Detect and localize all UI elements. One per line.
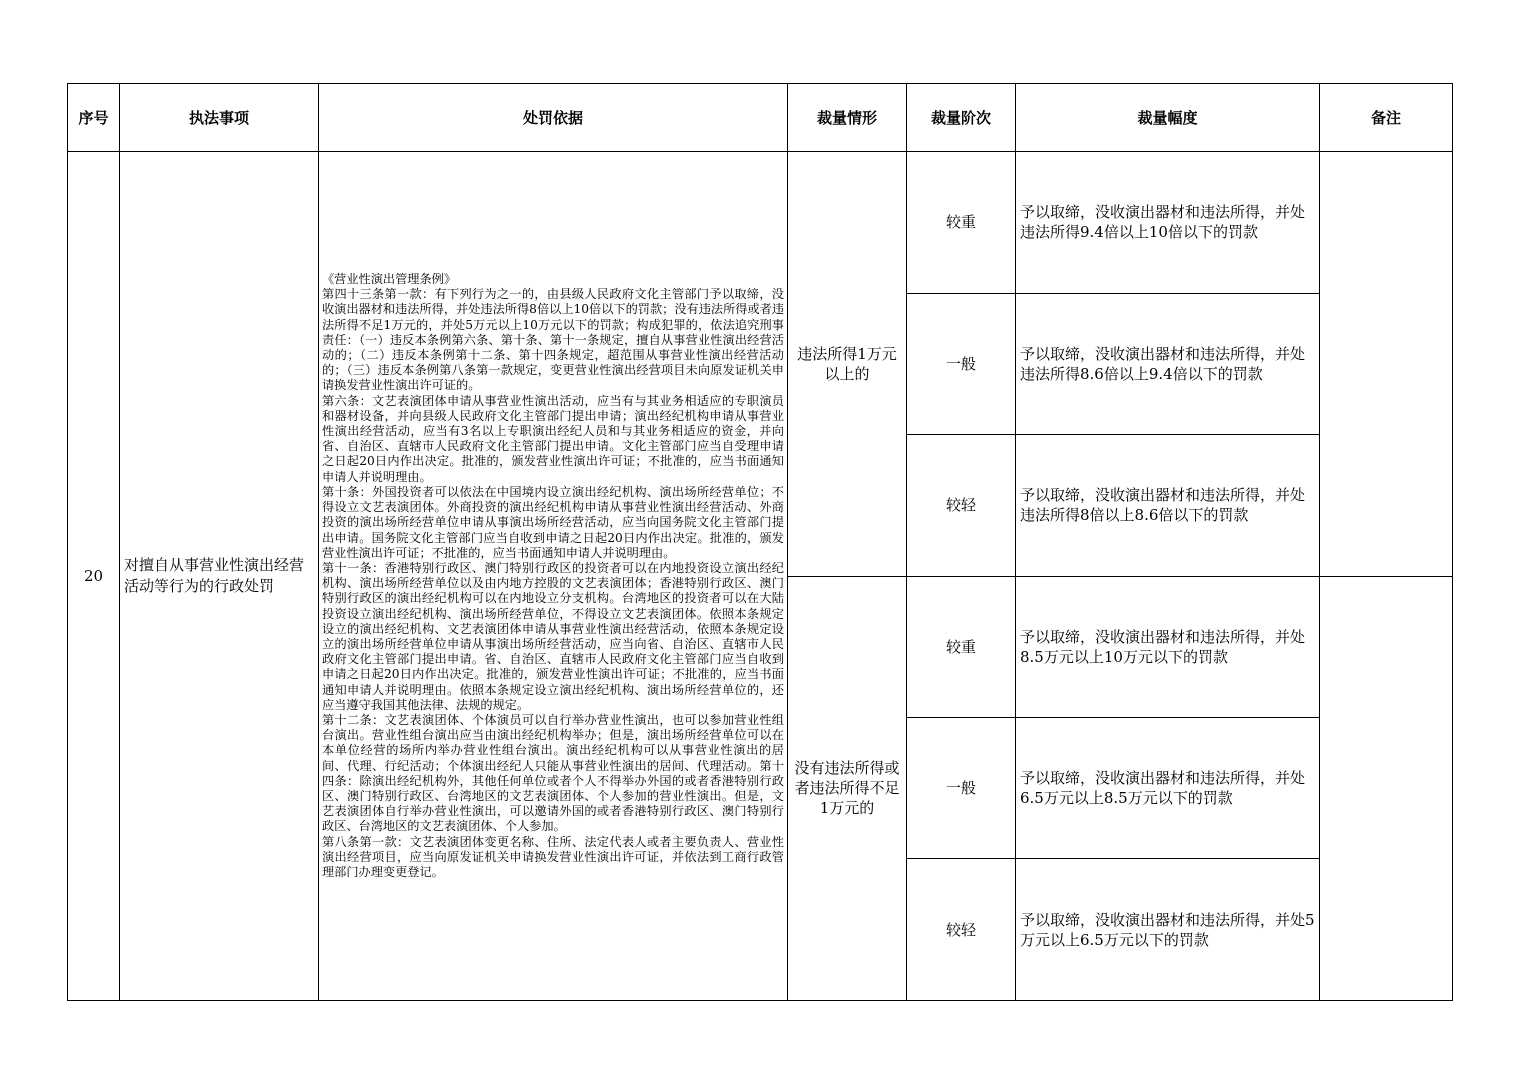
penalty-discretion-table [67,83,1453,1001]
header-matter: 执法事项 [120,84,319,152]
level-cell: 较轻 [907,435,1016,576]
header-basis: 处罚依据 [319,84,788,152]
row-matter: 对擅自从事营业性演出经营活动等行为的行政处罚 [120,152,319,1001]
level-cell: 较轻 [907,859,1016,1001]
range-cell: 予以取缔，没收演出器材和违法所得，并处违法所得8倍以上8.6倍以下的罚款 [1016,435,1320,576]
basis-paragraph: 第四十三条第一款：有下列行为之一的，由县级人民政府文化主管部门予以取缔，没收演出器材和违法所得，并处违法所得8倍以上10倍以下的罚款；没有违法所得或者违法所得不足1万元的，并处5万元以上10万元以下的罚款；构成犯罪的，依法追究刑事责任：（一）违反本条例第六条、第十条、第十一条规定，擅自从事营业性演出经营活动的；（二）违反本条例第十二条、第十四条规定，超范围从事营业性演出经营活动的；（三）违反本条例第八条第一款规定，变更营业性演出经营项目未向原发证机关申请换发营业性演出许可证的。 [322,287,785,393]
range-cell: 予以取缔，没收演出器材和违法所得，并处违法所得8.6倍以上9.4倍以下的罚款 [1016,293,1320,434]
row-basis [319,152,788,1001]
basis-paragraph: 第六条：文艺表演团体申请从事营业性演出活动，应当有与其业务相适应的专职演员和器材设备，并向县级人民政府文化主管部门提出申请；演出经纪机构申请从事营业性演出经营活动，应当有3名以上专职演出经纪人员和与其业务相适应的资金，并向省、自治区、直辖市人民政府文化主管部门提出申请。文化主管部门应当自受理申请之日起20日内作出决定。批准的，颁发营业性演出许可证；不批准的，应当书面通知申请人并说明理由。 [322,393,784,484]
note-cell [1320,576,1453,1000]
note-cell [1320,152,1453,576]
basis-paragraph: 第十一条：香港特别行政区、澳门特别行政区的投资者可以在内地投资设立演出经纪机构、演出场所经营单位以及由内地方控股的文艺表演团体；香港特别行政区、澳门特别行政区的演出经纪机构可以在内地设立分支机构。台湾地区的投资者可以在大陆投资设立演出经纪机构、演出场所经营单位，不得设立文艺表演团体。依照本条规定设立的演出经纪机构、文艺表演团体申请从事营业性演出经营活动，依照本条规定设立的演出场所经营单位申请从事演出场所经营活动，应当向省、自治区、直辖市人民政府文化主管部门提出申请。省、自治区、直辖市人民政府文化主管部门应当自收到申请之日起20日内作出决定。批准的，颁发营业性演出许可证；不批准的，应当书面通知申请人并说明理由。依照本条规定设立演出经纪机构、演出场所经营单位的，还应当遵守我国其他法律、法规的规定。 [322,560,784,712]
basis-text [322,272,784,880]
header-level: 裁量阶次 [907,84,1016,152]
range-cell: 予以取缔，没收演出器材和违法所得，并处8.5万元以上10万元以下的罚款 [1016,576,1320,717]
level-cell: 较重 [907,576,1016,717]
header-situation: 裁量情形 [788,84,907,152]
situation-cell: 违法所得1万元以上的 [788,152,907,576]
level-cell: 较重 [907,152,1016,293]
basis-paragraph: 第十条：外国投资者可以依法在中国境内设立演出经纪机构、演出场所经营单位；不得设立文艺表演团体。外商投资的演出经纪机构申请从事营业性演出经营活动、外商投资的演出场所经营单位申请从事演出场所经营活动，应当向国务院文化主管部门提出申请。国务院文化主管部门应当自收到申请之日起20日内作出决定。批准的，颁发营业性演出许可证；不批准的，应当书面通知申请人并说明理由。 [322,484,784,560]
basis-paragraph: 第八条第一款：文艺表演团体变更名称、住所、法定代表人或者主要负责人、营业性演出经营项目，应当向原发证机关申请换发营业性演出许可证，并依法到工商行政管理部门办理变更登记。 [322,834,784,879]
range-cell: 予以取缔，没收演出器材和违法所得，并处5万元以上6.5万元以下的罚款 [1016,859,1320,1001]
header-seq: 序号 [68,84,120,152]
range-cell: 予以取缔，没收演出器材和违法所得，并处违法所得9.4倍以上10倍以下的罚款 [1016,152,1320,293]
basis-paragraph: 第十二条：文艺表演团体、个体演员可以自行举办营业性演出，也可以参加营业性组台演出。营业性组台演出应当由演出经纪机构举办；但是，演出场所经营单位可以在本单位经营的场所内举办营业性组台演出。演出经纪机构可以从事营业性演出的居间、代理、行纪活动；个体演出经纪人只能从事营业性演出的居间、代理活动。第十四条：除演出经纪机构外，其他任何单位或者个人不得举办外国的或者香港特别行政区、澳门特别行政区、台湾地区的文艺表演团体、个人参加的营业性演出。但是，文艺表演团体自行举办营业性演出，可以邀请外国的或者香港特别行政区、澳门特别行政区、台湾地区的文艺表演团体、个人参加。 [322,712,784,834]
table-row [68,152,1453,293]
header-row [68,84,1453,152]
basis-paragraph: 《营业性演出管理条例》 [322,272,457,287]
header-note: 备注 [1320,84,1453,152]
range-cell: 予以取缔，没收演出器材和违法所得，并处6.5万元以上8.5万元以下的罚款 [1016,718,1320,859]
header-range: 裁量幅度 [1016,84,1320,152]
level-cell: 一般 [907,718,1016,859]
row-seq: 20 [68,152,120,1001]
level-cell: 一般 [907,293,1016,434]
situation-cell: 没有违法所得或者违法所得不足1万元的 [788,576,907,1000]
